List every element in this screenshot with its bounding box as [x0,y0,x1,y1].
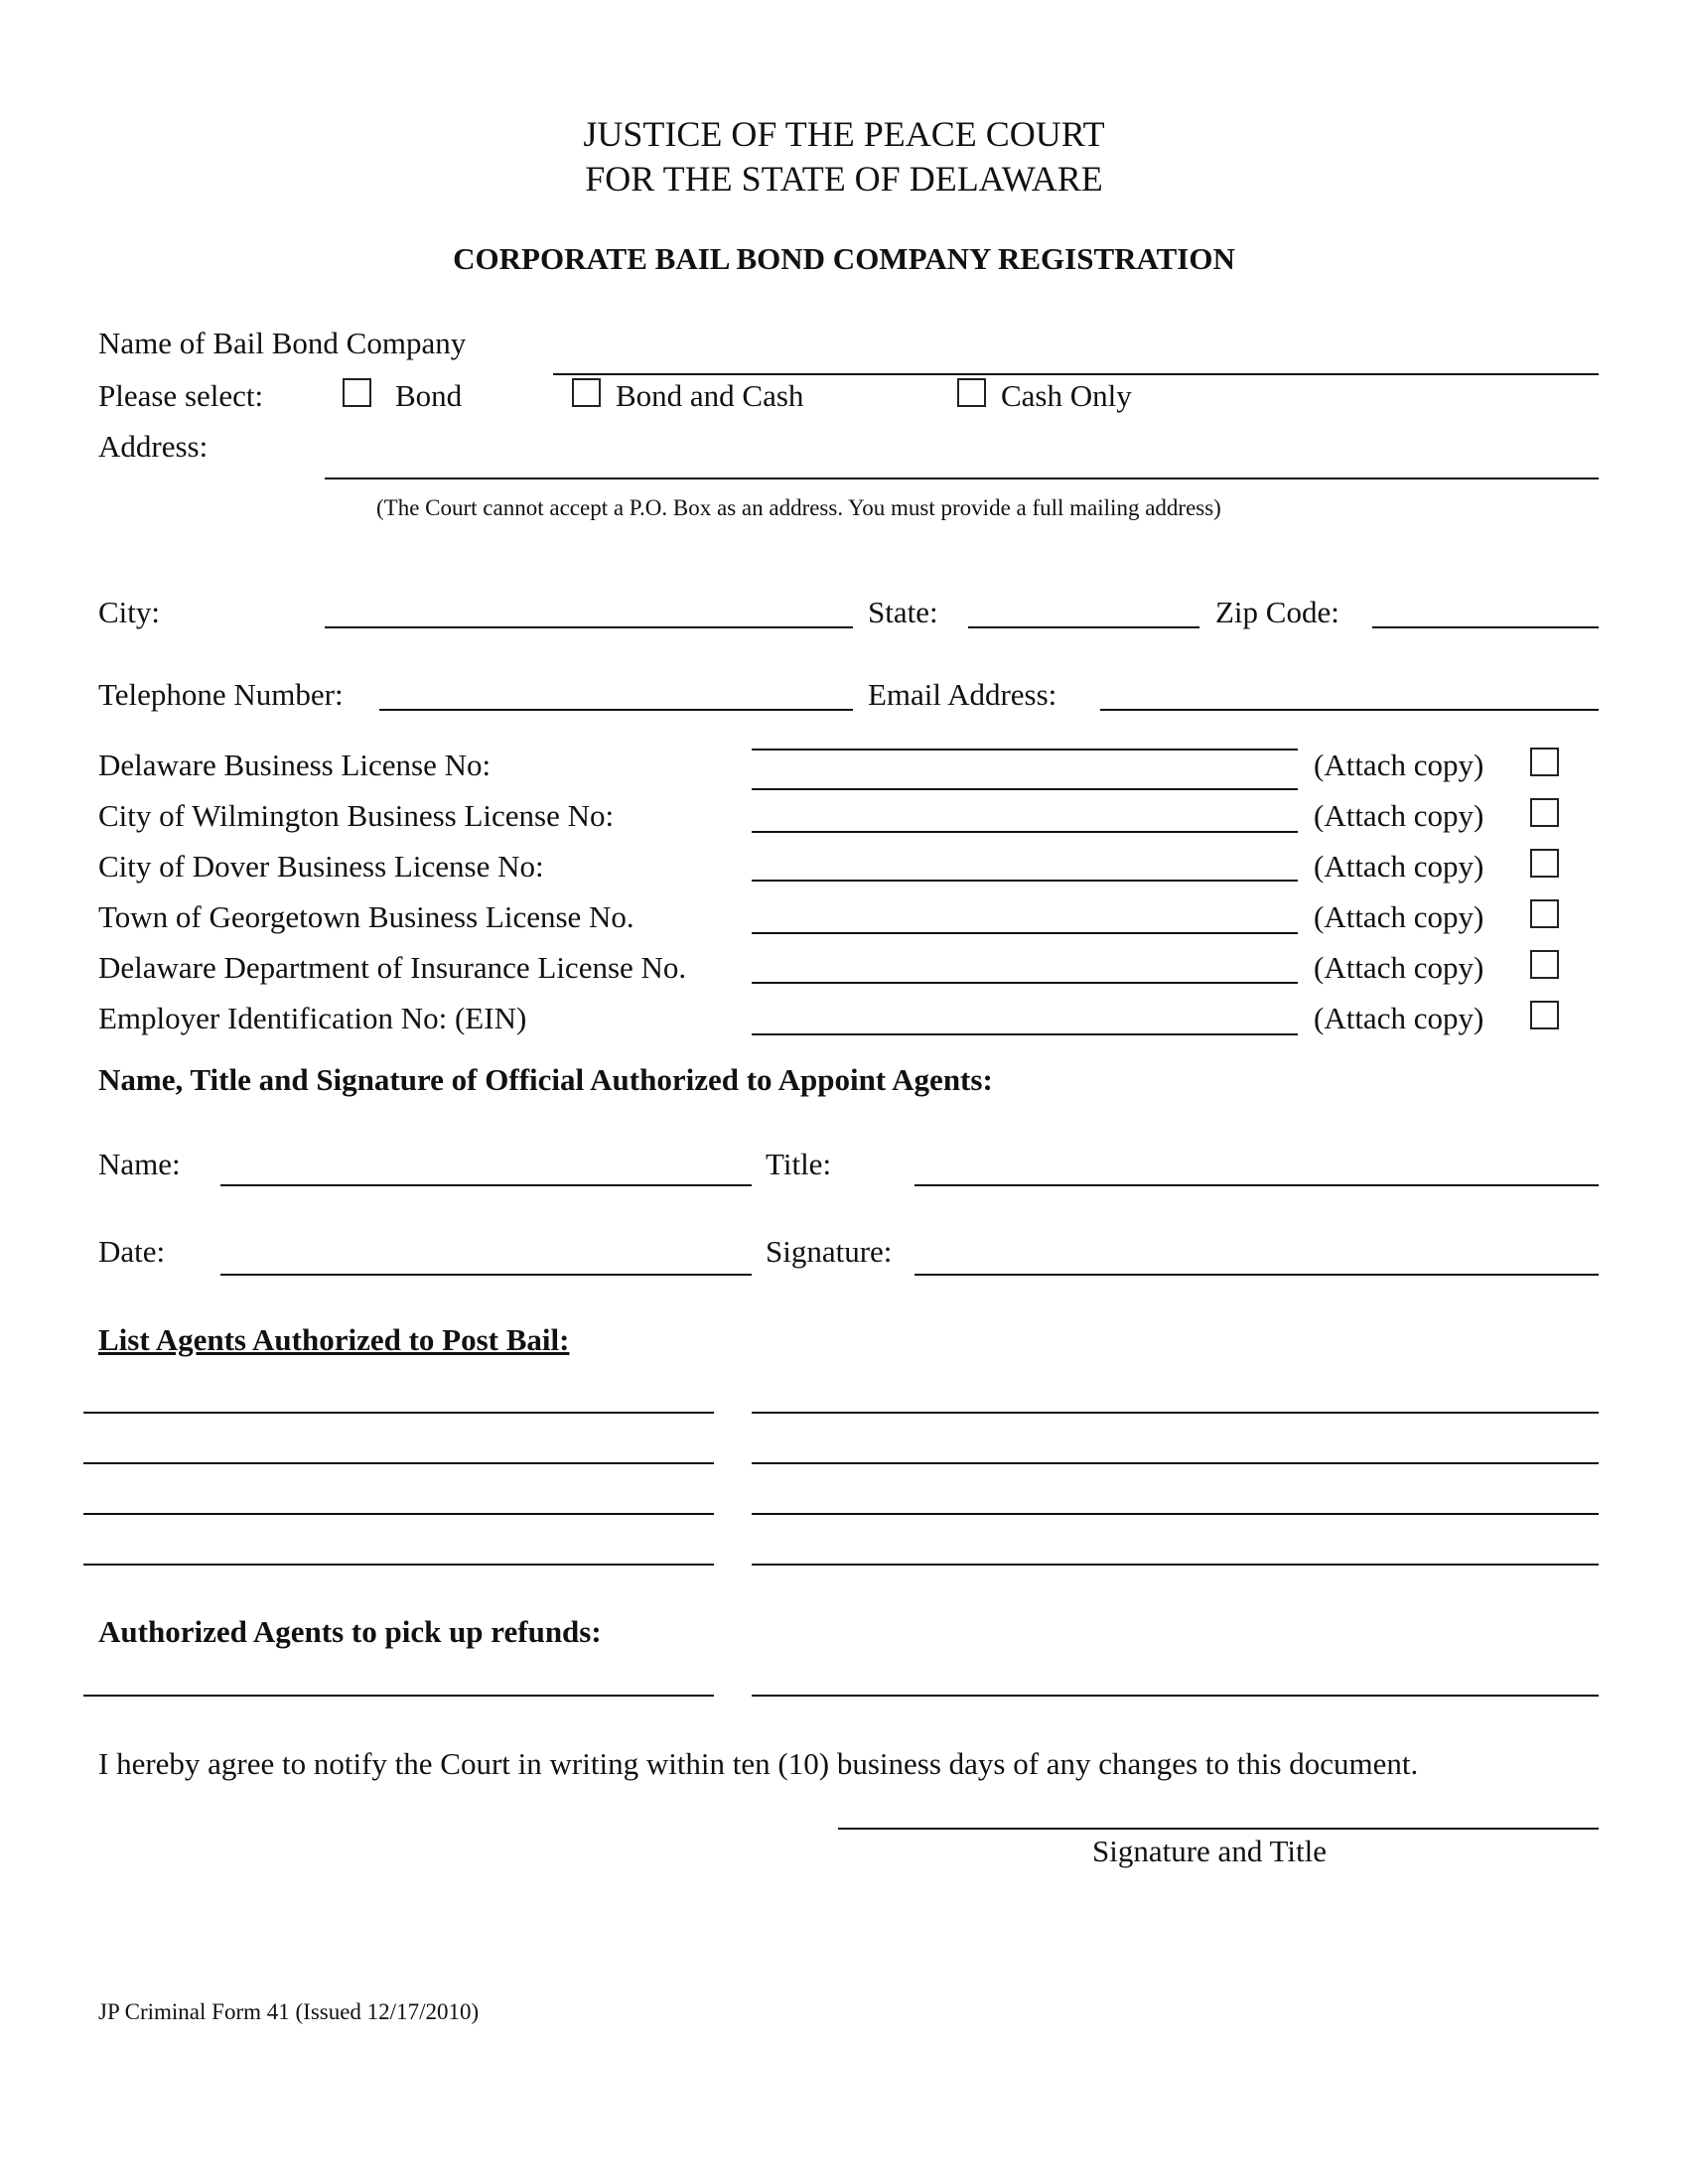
refunds-heading: Authorized Agents to pick up refunds: [98,1614,602,1649]
agents-heading: List Agents Authorized to Post Bail: [98,1322,570,1357]
license-field[interactable] [752,982,1298,984]
state-label: State: [868,595,938,629]
attach-copy-label: (Attach copy) [1314,748,1484,782]
city-field[interactable] [325,626,853,628]
license-label: City of Wilmington Business License No: [98,798,615,833]
official-name-label: Name: [98,1147,181,1181]
attach-copy-label: (Attach copy) [1314,950,1484,985]
form-id-footer: JP Criminal Form 41 (Issued 12/17/2010) [98,1999,480,2024]
agreement-signature-field[interactable] [838,1828,1599,1830]
attach-copy-checkbox[interactable] [1530,798,1559,827]
city-label: City: [98,595,161,629]
attach-copy-checkbox[interactable] [1530,748,1559,776]
attach-copy-label: (Attach copy) [1314,1001,1484,1035]
agent-field[interactable] [752,1513,1599,1515]
attach-copy-checkbox[interactable] [1530,950,1559,979]
agent-field[interactable] [752,1412,1599,1414]
license-field[interactable] [752,831,1298,833]
email-label: Email Address: [868,677,1057,712]
attach-copy-checkbox[interactable] [1530,899,1559,928]
agent-field[interactable] [83,1513,714,1515]
zip-code-field[interactable] [1372,626,1599,628]
agent-field[interactable] [83,1412,714,1414]
company-name-label: Name of Bail Bond Company [98,326,467,360]
bond-option-label: Bond [395,378,463,413]
official-signature-field[interactable] [914,1274,1599,1276]
license-field[interactable] [752,880,1298,882]
license-label: City of Dover Business License No: [98,849,544,884]
form-title: CORPORATE BAIL BOND COMPANY REGISTRATION [453,241,1235,276]
agent-field[interactable] [83,1462,714,1464]
bond-and-cash-option-label: Bond and Cash [616,378,804,413]
license-label: Town of Georgetown Business License No. [98,899,634,934]
license-label: Delaware Business License No: [98,748,492,782]
signature-and-title-caption: Signature and Title [1092,1834,1327,1868]
agent-field[interactable] [752,1462,1599,1464]
attach-copy-label: (Attach copy) [1314,899,1484,934]
bond-checkbox[interactable] [343,378,371,407]
agent-field[interactable] [83,1564,714,1566]
license-field[interactable] [752,1033,1298,1035]
agreement-text: I hereby agree to notify the Court in writing within ten (10) business days of any changes to this document. [98,1746,1419,1781]
official-date-label: Date: [98,1234,166,1269]
attach-copy-label: (Attach copy) [1314,849,1484,884]
attach-copy-checkbox[interactable] [1530,849,1559,878]
address-label: Address: [98,429,209,464]
license-label: Delaware Department of Insurance License No. [98,950,687,985]
license-field[interactable] [752,932,1298,934]
official-name-field[interactable] [220,1184,752,1186]
address-field[interactable] [325,478,1599,479]
select-label: Please select: [98,378,264,413]
refund-agent-field[interactable] [752,1695,1599,1697]
telephone-label: Telephone Number: [98,677,344,712]
cash-only-checkbox[interactable] [957,378,986,407]
attach-copy-label: (Attach copy) [1314,798,1484,833]
state-field[interactable] [968,626,1199,628]
refund-agent-field[interactable] [83,1695,714,1697]
court-name-line1: JUSTICE OF THE PEACE COURT [583,114,1105,154]
official-date-field[interactable] [220,1274,752,1276]
license-field[interactable] [752,788,1298,790]
telephone-field[interactable] [379,709,853,711]
license-label: Employer Identification No: (EIN) [98,1001,527,1035]
official-title-field[interactable] [914,1184,1599,1186]
attach-copy-checkbox[interactable] [1530,1001,1559,1029]
cash-only-option-label: Cash Only [1001,378,1132,413]
bond-and-cash-checkbox[interactable] [572,378,601,407]
license-top-rule [752,749,1298,751]
email-field[interactable] [1100,709,1599,711]
zip-code-label: Zip Code: [1215,595,1339,629]
court-name-line2: FOR THE STATE OF DELAWARE [585,159,1103,199]
address-note: (The Court cannot accept a P.O. Box as an address. You must provide a full mailing address) [376,495,1221,520]
official-heading: Name, Title and Signature of Official Authorized to Appoint Agents: [98,1062,993,1097]
company-name-field[interactable] [553,373,1599,375]
official-title-label: Title: [766,1147,832,1181]
official-signature-label: Signature: [766,1234,893,1269]
agent-field[interactable] [752,1564,1599,1566]
